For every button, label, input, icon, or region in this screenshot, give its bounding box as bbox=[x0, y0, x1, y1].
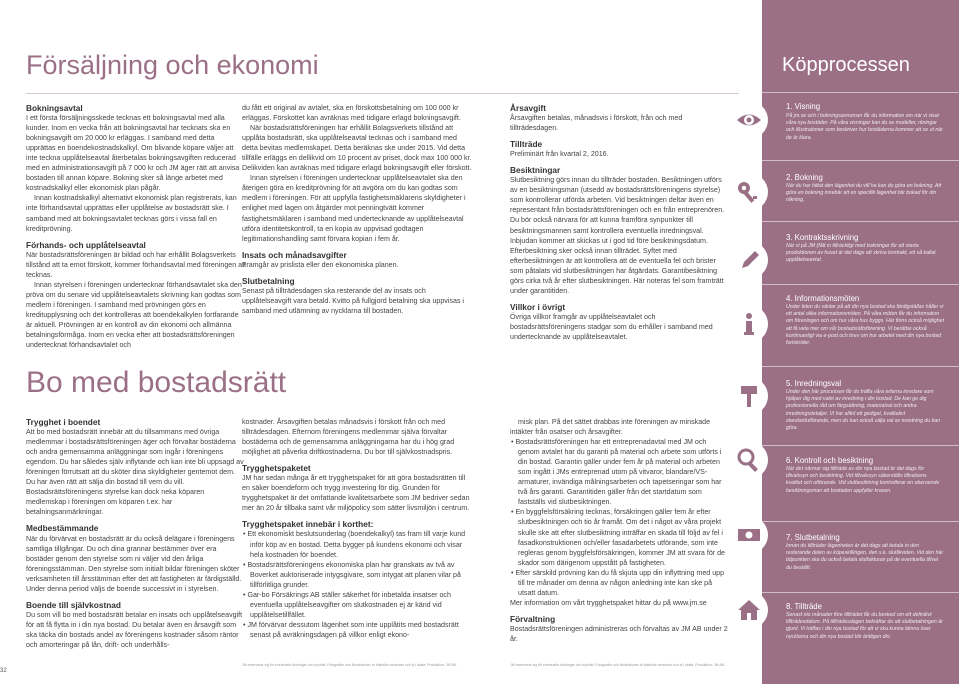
paragraph: Framgår av prislista eller den ekonomiska planen. bbox=[242, 260, 399, 269]
step-title-4: 4. Informationsmöten bbox=[786, 294, 860, 303]
column-bottom-1 bbox=[26, 417, 246, 650]
paragraph: Övriga villkor framgår av upplåtelseavtalet och bostadsrättsföreningens stadgar som du erhåller i samband med undertecknande av upplåtelseavtalet. bbox=[510, 312, 713, 341]
paragraph: kostnader. Årsavgiften betalas månadsvis i förskott från och med tillträdesdagen. Efternom föreningens medlemmar själva förvaltar bostäderna och de gemensamma anläggningarna har du i hög grad möjlighet att påverka driftkostnaderna. Du bor till självkostnadspris. bbox=[242, 418, 455, 457]
column-top-1 bbox=[26, 103, 246, 350]
divider bbox=[762, 521, 959, 522]
divider bbox=[762, 221, 959, 222]
bullet-item: • JM förvärvar dessutom lägenhet som inte upplåtits med bostadsrätt senast på avräkningsdagen på villkor enligt ekono- bbox=[243, 620, 459, 639]
step-text-7: Innan du tillträder lägenheten är det dags att betala in den resterande delen av köpeskillingen, den s.k. slutlikviden. Vid den här tidpunkten ska du också betala slutfakturan på de eventuella tillval du beställt. bbox=[786, 543, 944, 571]
paragraph: Mer information om vårt trygghetspaket hittar du på www.jm.se bbox=[510, 598, 707, 607]
step-title-8: 8. Tillträde bbox=[786, 602, 822, 611]
bullet-item: • Bostadsrättsföreningen har ett entreprenadavtal med JM och genom avtalet har du garanti på material och arbete som utförts i din bostad. Garantin gäller under fem år på material och arbeten som ingått i JMs entreprenad utom på vitvaror, blandare/VS-armaturer, invändiga målningsarbeten och tapetseringar som har två års garanti. Garantitiden gäller från det startdatum som fastställs vid slutbesiktningen. bbox=[511, 438, 722, 507]
paragraph: Bostadsrättsföreningen administreras och förvaltas av JM AB under 2 år. bbox=[510, 624, 728, 643]
paragraph: Innan styrelsen i föreningen undertecknar upplåtelseavtalet ska den återigen göra en kreditprövning för att avgöra om du kan godtas som medlem i föreningen. För att uppfylla fastighetsmäklarens skyldigheter i enlighet med lagen om åtgärder mot penningtvätt kommer fastighetsmäklaren i samband med undertecknande av upplåtelseavtal utföra identitetskontroll, ta en kopia av uppvisad godtagen legitimationshandling samt förvara kopian i fem år. bbox=[242, 174, 466, 243]
section-heading: Medbestämmande bbox=[26, 523, 99, 534]
brush-icon bbox=[729, 376, 769, 416]
paragraph: Årsavgiften betalas, månadsvis i förskott, från och med tillträdesdagen. bbox=[510, 114, 683, 133]
step-text-4: Under tiden du väntar på att din nya bostad ska färdigställas håller vi ett antal olika informationsmöten. På våra möten får du information om föreningen och om hur våra hus byggs. Här finns också möjlighet att få veta mer om vår bostadsrättsförening. Vi berättar också kontinuerligt via e-post och brev om hur arbetet med din nya bostad fortskrider. bbox=[786, 304, 945, 347]
bullet-item: • Ett ekonomiskt beslutsunderlag (boendekalkyl) tas fram till varje kund inför köp av en bostad. Detta bygger på kundens ekonomi och visar hela kostnaden för boendet. bbox=[243, 530, 466, 559]
paragraph: I ett första försäljningsskede tecknas ett bokningsavtal med alla kunder. Inom en vecka från att bokningsavtal har tecknats ska en bokningsavgift om 20 000 kr erläggas. I samband med detta upprättas en boendekostnadskalkyl. Om blivande köpare väljer att inte teckna upplåtelseavtal återbetalas bokningsavgiften reducerad med en administrationsavgift på 7 000 kr och JM äger rätt att anvisa bostaden till annan köpare. Bokning sker så länge arbetet med kostnadskalkyl eller ekonomisk plan pågår. bbox=[26, 114, 240, 193]
step-text-2: När du har hittat den lägenhet du vill ha kan du göra en bokning. Att göra en bokning innebär att en specifik lägenhet blir bokad för din räkning. bbox=[786, 183, 942, 204]
page-title: Försäljning och ekonomi bbox=[26, 50, 319, 80]
sidebar-title: Köpprocessen bbox=[782, 54, 910, 76]
column-bottom-2 bbox=[242, 417, 474, 640]
section-heading: Boende till självkostnad bbox=[26, 599, 121, 610]
section-title: Bo med bostadsrätt bbox=[26, 366, 287, 399]
divider bbox=[762, 592, 959, 593]
step-text-6: När det närmar sig tillträde av din nya bostad är det dags för tillvalssyn och besiktning. Vid tillvalssyn säkerställs tillvalsens kvalitet och utförande. Vid slutbesiktning kontrollerar en oberoende besiktningsman att bostaden uppfyller kraven. bbox=[786, 466, 940, 494]
step-text-1: På jm.se och i bokningsannonser får du information om när vi visar våra nya bostäder. På våra visningar kan du se modeller, ritningar och illustrationer som beskriver hur bostäderna kommer att se ut när de är klara. bbox=[786, 113, 943, 141]
eye-icon bbox=[729, 100, 769, 140]
paragraph: JM har sedan många år ett trygghetspaket för att göra bostadsrätten till en säker boendeform och trygg investering för dig. Grunden för trygghetspaket är det omfattande kvalitetsarbete som JM bedriver sedan mer än 20 år tillbaka samt vår miljöpolicy som sätter livsmiljön i centrum. bbox=[242, 474, 470, 513]
paragraph: Du som vill bo med bostadsrätt betalar en insats och upplåtelseavgift för att få flytta in i din nya bostad. Du betalar även en årsavgift som ska täcka din bostads andel av föreningens kostnader såsom räntor och amorteringar på lån, drift- och underhålls- bbox=[26, 610, 243, 649]
paragraph: När bostadsrättsföreningen är bildad och har erhållit Bolagsverkets tillstånd att ta emot förskott, kommer förhandsavtal med föreningen att tecknas. bbox=[26, 250, 247, 279]
bullet-item: • Gar-bo Försäkrings AB ställer säkerhet för inbetalda insatser och eventuella upplåtelseavgifter om slutkostnaden ej är känd vid upplåtelsetillfället. bbox=[243, 590, 451, 619]
step-title-3: 3. Kontraktsskrivning bbox=[786, 233, 859, 242]
paragraph: Innan kostnadskalkyl alternativt ekonomisk plan registrerats, kan inte förhandsavtal upprättas eller upplåtelse av bostadsrätt ske. I samband med att bokningsavtalet tecknas görs i vissa fall en kreditprövning. bbox=[26, 194, 237, 233]
step-title-7: 7. Slutbetalning bbox=[786, 533, 840, 542]
section-heading: Förhands- och upplåtelseavtal bbox=[26, 239, 146, 250]
magnifier-icon bbox=[729, 440, 769, 480]
paragraph: Slutbesiktning görs innan du tillträder bostaden. Besiktningen utförs av en besiktningsman (utsedd av bostadsrättsföreningens styrelse) som kontrollerar utförda arbeten. Vid besiktningen deltar även en representant från bostadsrättsföreningen och en från entreprenören. Du bör också närvara för att kunna framföra synpunkter till besiktningsmannen samt kontrollera eventuella inredningsval. Inbjudan kommer att skickas ut i god tid före besiktningsdatum. Efterbesiktning sker också innan tillträdet. Syftet med efterbesiktningen är att kontrollera att de eventuella fel och brister som påtalats vid slutbesiktningen har åtgärdats. Garantibesiktning görs cirka två år efter slutbesiktningen. Här noteras fel som framträtt under garantitiden. bbox=[510, 176, 725, 295]
section-heading: Villkor i övrigt bbox=[510, 301, 566, 312]
divider bbox=[762, 284, 959, 285]
step-title-5: 5. Inredningsval bbox=[786, 379, 842, 388]
bullet-item: • En byggfelsförsäkring tecknas, försäkringen gäller fem år efter slutbesiktningen och tio år framåt. Om det i något av våra projekt skulle ske att efter slutbesiktning inträffar en skada till följd av fel i fasadkonstruktionen och/eller fasadarbetets utförande, som inte regleras genom byggfelsförsäkringen, kommer JM att svara för de skador som därigenom uppstått på fastigheten. bbox=[511, 508, 725, 567]
step-title-2: 2. Bokning bbox=[786, 173, 823, 182]
divider bbox=[26, 93, 739, 94]
divider bbox=[762, 366, 959, 367]
divider bbox=[762, 92, 959, 93]
paragraph: Senast på tillträdesdagen ska resterande del av insats och upplåtelseavgift vara betald. Kvitto på fullgjord betalning ska uppvisas i samband med utlämning av nycklarna till bostaden. bbox=[242, 286, 465, 315]
footnote: JM reserverar sig för eventuella ändringar och tryckfel. Fotografier och illustrationer är tidstolke versioner och ej i skala. Produktion: JM AB. bbox=[510, 663, 725, 667]
step-text-8: Senast nio månader före tillträdet får du besked om ett definitivt tillträdesdatum. På tillträdesdagen bekräftar du att slutbetalningen är gjord. Vi träffas i din nya bostad för att vi ska kunna lämna över nycklarna och din nya bostad blir äntligen din. bbox=[786, 612, 943, 640]
footnote: JM reserverar sig för eventuella ändringar och tryckfel. Fotografier och illustrationer är tidstolke versioner och ej i skala. Produktion: JM AB. bbox=[242, 663, 457, 667]
paragraph: du fått ett original av avtalet, ska en förskottsbetalning om 100 000 kr erläggas. Förskottet kan avräknas med tidigare erlagd bokningsavgift. bbox=[242, 104, 461, 123]
divider bbox=[762, 160, 959, 161]
section-heading: Trygghetspaketet bbox=[242, 463, 311, 474]
column-bottom-3 bbox=[510, 417, 728, 644]
column-top-2 bbox=[242, 103, 474, 316]
key-icon bbox=[729, 172, 769, 212]
section-heading: Besiktningar bbox=[510, 165, 561, 176]
section-heading: Insats och månadsavgifter bbox=[242, 249, 347, 260]
page-number: 32 bbox=[0, 668, 7, 674]
divider bbox=[762, 445, 959, 446]
step-text-3: När vi på JM (fått in tillräckligt med bokningar för att starta produktionen av huset är det dags att skriva kontrakt, ett så kallat upplåtelseavtal. bbox=[786, 243, 936, 264]
section-heading: Trygghet i boendet bbox=[26, 417, 101, 427]
paragraph: Preliminärt från kvartal 2, 2016. bbox=[510, 150, 609, 159]
step-title-1: 1. Visning bbox=[786, 102, 821, 111]
bullet-item: • Efter särskild prövning kan du få skjuta upp din inflyttning med upp till tre månader om denna av någon anledning inte kan ske på utsatt datum. bbox=[511, 568, 725, 597]
column-top-3 bbox=[510, 103, 728, 342]
house-icon bbox=[729, 590, 769, 630]
step-title-6: 6. Kontroll och besiktning bbox=[786, 456, 874, 465]
bullet-item: • Bostadsrättsföreningens ekonomiska plan har granskats av två av Boverket auktoriserade intygsgivare, som intygat att planen vilar på tillförlitliga grunder. bbox=[243, 560, 461, 589]
paragraph: När du förvärvat en bostadsrätt är du också delägare i föreningens samtliga tillgångar. Du och dina grannar bestämmer över era bostäder genom den styrelse som ni väljer vid den årliga föreningsstämman. Den styrelse som initialt bildar föreningen sköter verksamheten till årsstämman efter det att fastigheten är färdigställd. Under denna period väljs de boende successivt in i styrelsen. bbox=[26, 534, 242, 593]
section-heading: Bokningsavtal bbox=[26, 103, 83, 113]
paragraph: Att bo med bostadsrätt innebär att du tillsammans med övriga medlemmar i bostadsrättsföreningen äger och förvaltar bostäderna och andra gemensamma anläggningar som ingår i föreningens egendom. Du har således själv inflytande och kan inte bli uppsagd av föreningen förrutsatt att du sköter dina skyldigheter gentemot dem. Du har även rätt att sälja din bostad till vem du vill. Bostadsrättsföreningens styrelse kan dock neka köparen medlemskap i föreningen om köparen t.ex. har betalningsanmärkningar. bbox=[26, 428, 244, 517]
step-text-5: Under den här processen får du träffa våra erfarna inredare som hjälper dig med valet av inredning i din bostad. De kan ge dig professionella råd om färgsättning, materialval och andra inredningsdetaljer. Vi har alltid ett gediget, kvalitativt standardutförande, men du kan också välja val av inredning du kan göra. bbox=[786, 389, 940, 432]
pen-icon bbox=[729, 240, 769, 280]
section-heading: Trygghetspaket innebär i korthet: bbox=[242, 519, 374, 530]
paragraph: När bostadsrättsföreningen har erhållit Bolagsverkets tillstånd att upplåta bostadsrätt, ska upplåtelseavtal tecknas och i samband med detta bevitas medlemskapet. Detta beräknas ske under 2015. Vid detta tillfälle erläggs en dellikvid om 10 procent av priset, dock max 100 000 kr. Delikviden kan avräknas med tidigare erlagd bokningsavgift eller förskott. bbox=[242, 124, 472, 173]
section-heading: Tillträde bbox=[510, 139, 543, 150]
paragraph: Innan styrelsen i föreningen undertecknar förhandsavtalet ska den pröva om du senare vid upplåtelseavtalets skrivning kan godtas som medlem i föreningen. I samband med prövningen görs en kreditupplysning och det kontrolleras att boendekalkylen fortfarande är aktuell. Prövningen är en kontroll av din ekonomi och allmänna betalningsförmåga. Inom en vecka efter att bostadsrättsföreningen undertecknat förhandsavtalet och bbox=[26, 280, 242, 350]
paragraph: misk plan. På det sättet drabbas inte föreningen av minskade intäkter från osatser och årsavgifter. bbox=[510, 418, 711, 437]
section-heading: Förvaltning bbox=[510, 613, 556, 624]
section-heading: Slutbetalning bbox=[242, 275, 295, 286]
info-icon bbox=[729, 304, 769, 344]
section-heading: Årsavgift bbox=[510, 103, 546, 113]
